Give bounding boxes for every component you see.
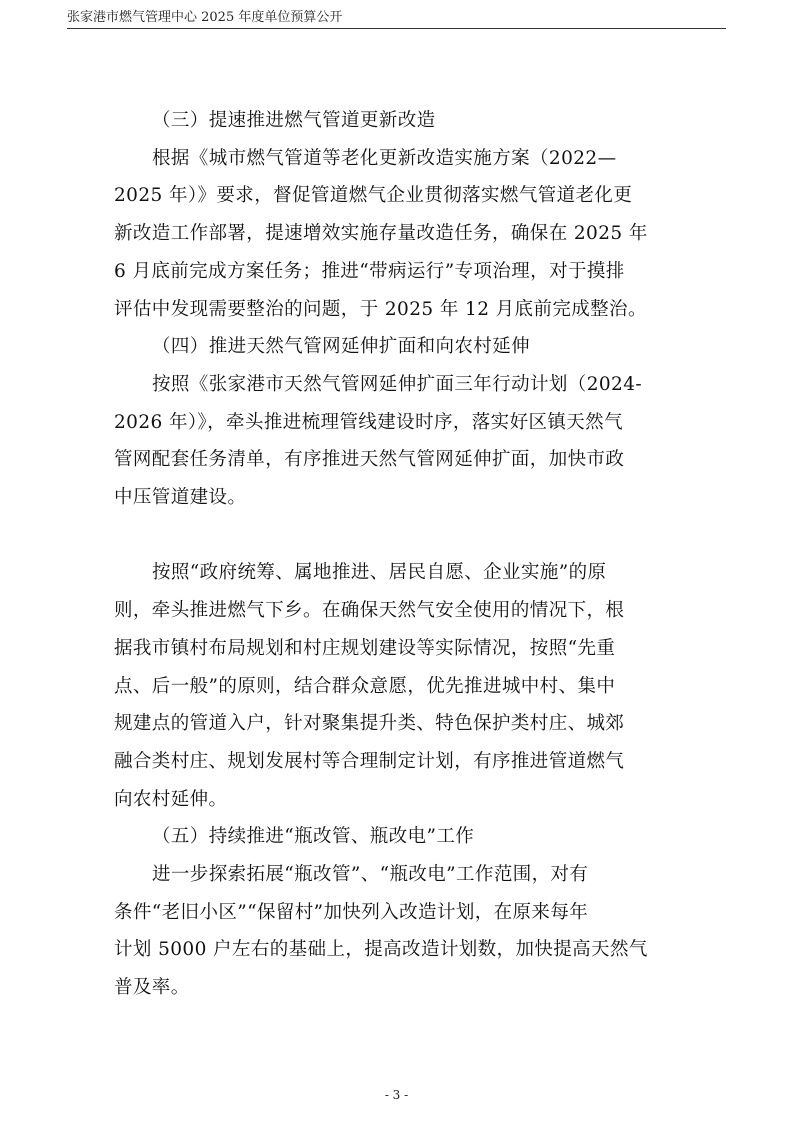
paragraph-line: 据我市镇村布局规划和村庄规划建设等实际情况，按照“先重 [114,637,616,659]
paragraph-line: 2026 年）》，牵头推进梳理管线建设时序，落实好区镇天然气 [114,411,623,433]
paragraph-line: 中压管道建设。 [114,487,247,508]
paragraph-line: 规建点的管道入户，针对聚集提升类、特色保护类村庄、城郊 [114,713,625,735]
paragraph-line: 按照“政府统筹、属地推进、居民自愿、企业实施”的原 [152,562,607,584]
page-header: 张家港市燃气管理中心 2025 年度单位预算公开 [67,10,343,25]
paragraph-line: 条件“老旧小区”“保留村”加快列入改造计划，在原来每年 [114,901,589,923]
paragraph-line: 新改造工作部署，提速增效实施存量改造任务，确保在 2025 年 [114,223,648,245]
paragraph-line: 计划 5000 户左右的基础上，提高改造计划数，加快提高天然气 [114,939,648,961]
page-number: - 3 - [384,1088,409,1102]
section-heading-5: （五）持续推进“瓶改管、瓶改电”工作 [152,826,475,848]
paragraph-line: 根据《城市燃气管道等老化更新改造实施方案（2022— [152,147,617,169]
paragraph-line: 评估中发现需要整治的问题，于 2025 年 12 月底前完成整治。 [114,298,647,320]
paragraph-line: 按照《张家港市天然气管网延伸扩面三年行动计划（2024- [152,373,643,395]
paragraph-line: 普及率。 [114,977,190,999]
section-heading-4: （四）推进天然气管网延伸扩面和向农村延伸 [152,336,531,358]
paragraph-line: 融合类村庄、规划发展村等合理制定计划，有序推进管道燃气 [114,750,625,772]
paragraph-line: 点、后一般”的原则，结合群众意愿，优先推进城中村、集中 [114,675,616,697]
header-divider [67,28,726,29]
paragraph-line: 进一步探索拓展“瓶改管”、“瓶改电”工作范围，对有 [152,864,589,885]
paragraph-line: 6 月底前完成方案任务；推进“带病运行”专项治理，对于摸排 [114,260,625,282]
paragraph-line: 向农村延伸。 [114,788,228,810]
section-heading-3: （三）提速推进燃气管道更新改造 [152,110,436,131]
paragraph-line: 2025 年）》要求，督促管道燃气企业贯彻落实燃气管道老化更 [114,185,633,207]
paragraph-line: 则，牵头推进燃气下乡。在确保天然气安全使用的情况下，根 [114,600,625,622]
paragraph-line: 管网配套任务清单，有序推进天然气管网延伸扩面，加快市政 [114,449,625,471]
